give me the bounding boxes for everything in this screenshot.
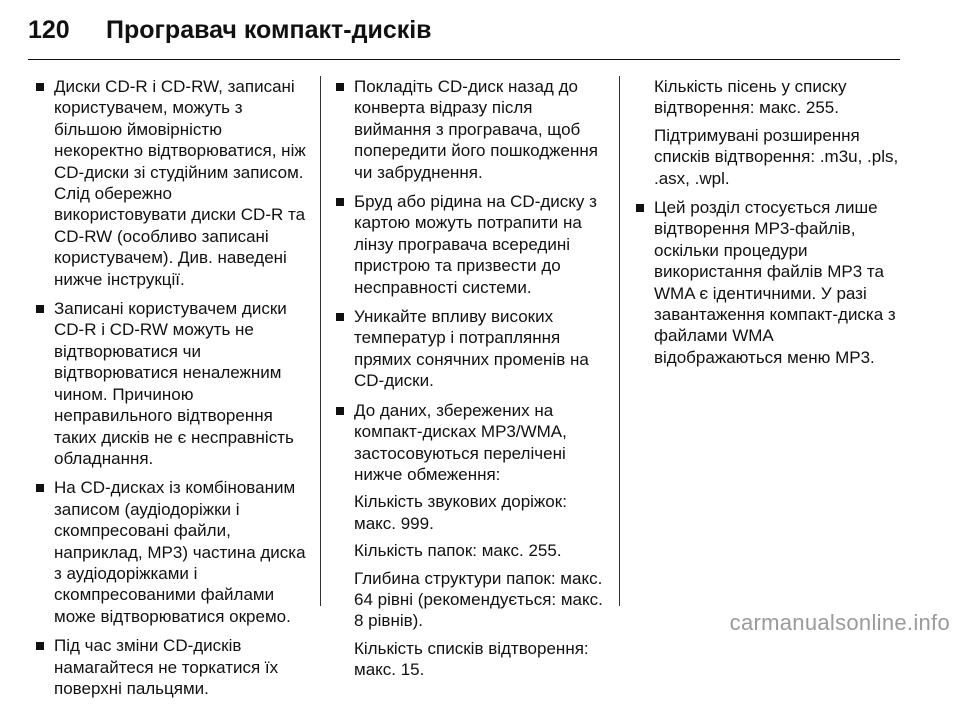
page-header — [28, 10, 432, 50]
bullet-item — [336, 76, 610, 183]
square-bullet-icon — [336, 313, 344, 321]
paragraph: Диски CD-R і CD-RW, записані користувачем, можуть з більшою ймовірністю некоректно відтворюватися, ніж CD-диски зі студійним записом. Слід обережно використовувати диски CD-R та CD-RW (особливо записані користувачем). Див. наведені нижче інструкції. — [54, 77, 306, 289]
column-2 — [336, 76, 610, 689]
page-title: Програвач компакт-дисків — [106, 15, 432, 44]
watermark: carmanualsonline.info — [729, 610, 950, 635]
continuation-block — [636, 76, 900, 189]
paragraph: Цей розділ стосується лише відтворення MP3-файлів, оскільки процедури використання файлів MP3 та WMA є ідентичними. У разі завантаження компакт-диска з файлами WMA відображаються меню MP3. — [654, 198, 896, 367]
paragraph: Записані користувачем диски CD-R і CD-RW можуть не відтворюватися чи відтворюватися неналежним чином. Причиною неправильного відтворення таких дисків не є несправність обладнання. — [54, 299, 294, 468]
header-divider — [28, 59, 900, 60]
paragraph: Під час зміни CD-дисків намагайтеся не торкатися їх поверхні пальцями. — [54, 636, 279, 698]
bullet-item — [336, 306, 610, 392]
bullet-item — [636, 197, 900, 368]
square-bullet-icon — [36, 305, 44, 313]
bullet-item — [336, 400, 610, 681]
bullet-item — [36, 76, 308, 290]
paragraph: Кількість папок: макс. 255. — [354, 541, 562, 561]
column-divider-1 — [320, 76, 321, 606]
paragraph: Кількість пісень у списку відтворення: макс. 255. — [654, 77, 847, 118]
page-number: 120 — [28, 15, 70, 44]
square-bullet-icon — [336, 198, 344, 206]
column-1 — [36, 76, 308, 707]
paragraph: На CD-дисках із комбінованим записом (аудіодоріжки і скомпресовані файли, наприклад, MP3) частина диска з аудіодоріжками і скомпресованими файлами може відтворюватися окремо. — [54, 478, 306, 626]
paragraph: Уникайте впливу високих температур і потрапляння прямих сонячних променів на CD-диски. — [354, 307, 589, 391]
bullet-item — [336, 191, 610, 298]
paragraph: Кількість звукових доріжок: макс. 999. — [354, 492, 567, 533]
column-3 — [636, 76, 900, 376]
paragraph: Глибина структури папок: макс. 64 рівні (рекомендується: макс. 8 рівнів). — [354, 568, 603, 631]
column-divider-2 — [619, 76, 620, 606]
square-bullet-icon — [36, 83, 44, 91]
paragraph: До даних, збережених на компакт-дисках MP3/WMA, застосовуються перелічені нижче обмеження: — [354, 400, 567, 484]
square-bullet-icon — [36, 484, 44, 492]
paragraph: Бруд або рідина на CD-диску з картою можуть потрапити на лінзу програвача всередині пристрою та призвести до несправності системи. — [354, 192, 597, 297]
square-bullet-icon — [636, 204, 644, 212]
square-bullet-icon — [336, 83, 344, 91]
square-bullet-icon — [36, 642, 44, 650]
bullet-item — [36, 298, 308, 469]
paragraph: Покладіть CD-диск назад до конверта відразу після виймання з програвача, щоб попередити його пошкодження чи забруднення. — [354, 77, 598, 182]
square-bullet-icon — [336, 407, 344, 415]
bullet-item — [36, 477, 308, 627]
paragraph: Кількість списків відтворення: макс. 15. — [354, 638, 589, 680]
bullet-item — [36, 635, 308, 699]
paragraph: Підтримувані розширення списків відтворення: .m3u, .pls, .asx, .wpl. — [654, 125, 899, 188]
